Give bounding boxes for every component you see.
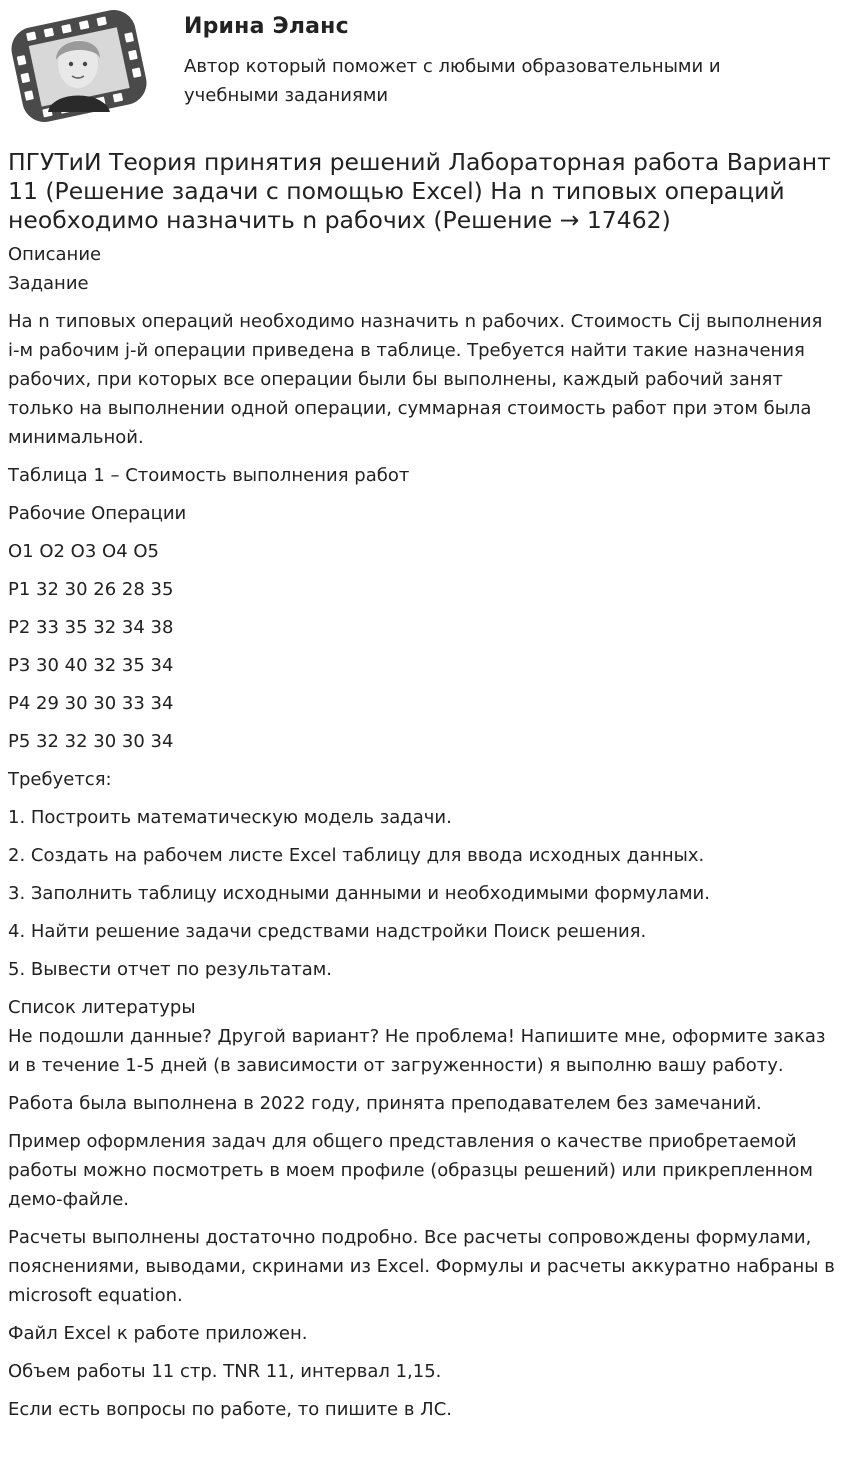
description-heading: Описание [8, 244, 102, 265]
note-paragraph: Работа была выполнена в 2022 году, принята преподавателем без замечаний. [8, 1093, 762, 1114]
requirements-heading: Требуется: [8, 769, 112, 790]
note-paragraph: Не подошли данные? Другой вариант? Не проблема! Напишите мне, оформите заказ и в течение 1-5 дней (в зависимости от загруженности) я выполню вашу работу. [8, 1026, 826, 1076]
requirement-item: 4. Найти решение задачи средствами надстройки Поиск решения. [8, 921, 647, 942]
table-row: Р2 33 35 32 34 38 [8, 617, 174, 638]
requirement-item: 3. Заполнить таблицу исходными данными и необходимыми формулами. [8, 883, 710, 904]
table-row: Р4 29 30 30 33 34 [8, 693, 174, 714]
requirement-item: 1. Построить математическую модель задачи. [8, 807, 452, 828]
table-row: Р5 32 32 30 30 34 [8, 731, 174, 752]
author-description: Автор который поможет с любыми образовательными и учебными заданиями [184, 56, 721, 106]
author-name[interactable]: Ирина Эланс [184, 14, 349, 39]
note-paragraph: Пример оформления задач для общего представления о качестве приобретаемой работы можно посмотреть в моем профиле (образцы решений) или прикрепленном демо-файле. [8, 1131, 813, 1210]
table-row: Р1 32 30 26 28 35 [8, 579, 174, 600]
table-header: Рабочие Операции [8, 503, 187, 524]
table-caption: Таблица 1 – Стоимость выполнения работ [8, 465, 410, 486]
note-paragraph: Объем работы 11 стр. TNR 11, интервал 1,15. [8, 1361, 442, 1382]
note-paragraph: Если есть вопросы по работе, то пишите в ЛС. [8, 1399, 453, 1420]
requirement-item: 5. Вывести отчет по результатам. [8, 959, 333, 980]
page-title: ПГУТиИ Теория принятия решений Лабораторная работа Вариант 11 (Решение задачи с помощью Excel) На n типовых операций необходимо назначить n рабочих (Решение → 17462) [8, 148, 831, 234]
requirement-item: 2. Создать на рабочем листе Excel таблицу для ввода исходных данных. [8, 845, 705, 866]
film-strip-portrait-icon[interactable] [8, 8, 150, 126]
task-text: На n типовых операций необходимо назначить n рабочих. Стоимость Cij выполнения i-м рабочим j-й операции приведена в таблице. Требуется найти такие назначения рабочих, при которых все операции были бы выполнены, каждый рабочий занят только на выполнении одной операции, суммарная стоимость работ при этом была минимальной. [8, 311, 823, 448]
main-content [8, 148, 838, 1424]
note-paragraph: Расчеты выполнены достаточно подробно. Все расчеты сопровождены формулами, пояснениями, выводами, скринами из Excel. Формулы и расчеты аккуратно набраны в microsoft equation. [8, 1227, 835, 1306]
literature-heading: Список литературы [8, 997, 196, 1018]
table-columns: О1 О2 О3 О4 О5 [8, 541, 159, 562]
note-paragraph: Файл Excel к работе приложен. [8, 1323, 308, 1344]
task-heading: Задание [8, 273, 89, 294]
table-row: Р3 30 40 32 35 34 [8, 655, 174, 676]
author-card [8, 8, 838, 128]
